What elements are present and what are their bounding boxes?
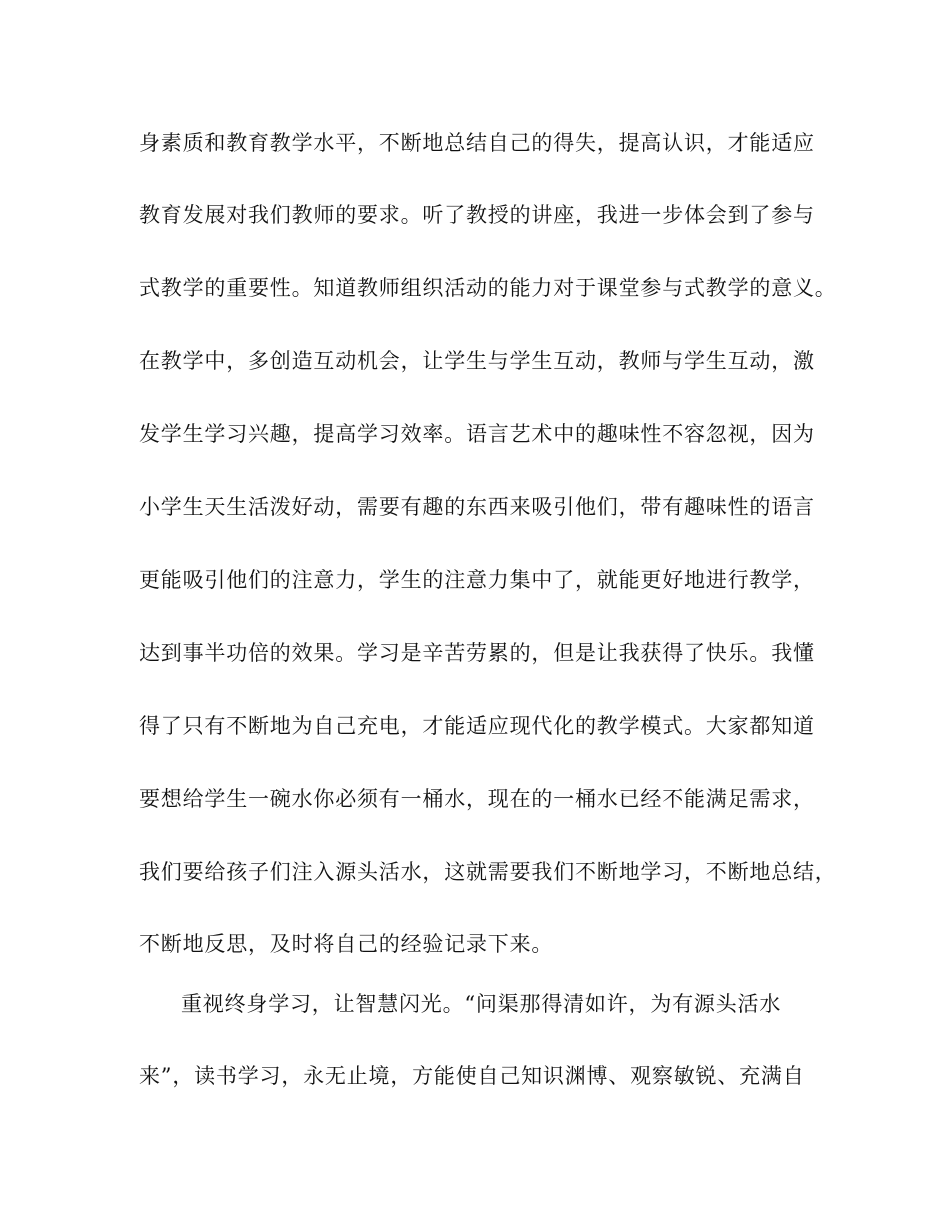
text-line: 式教学的重要性。知道教师组织活动的能力对于课堂参与式教学的意义。 [139, 276, 837, 300]
text-line: 在教学中，多创造互动机会，让学生与学生互动，教师与学生互动，激 [139, 349, 815, 373]
text-line: 达到事半功倍的效果。学习是辛苦劳累的，但是让我获得了快乐。我懂 [139, 641, 815, 665]
text-line: 教育发展对我们教师的要求。听了教授的讲座，我进一步体会到了参与 [139, 203, 815, 227]
text-line: 不断地反思，及时将自己的经验记录下来。 [139, 932, 554, 956]
text-line: 来”，读书学习，永无止境，方能使自己知识渊博、观察敏锐、充满自 [139, 1064, 805, 1088]
text-line: 得了只有不断地为自己充电，才能适应现代化的教学模式。大家都知道 [139, 714, 815, 738]
paragraph-first-line: 重视终身学习，让智慧闪光。“问渠那得清如许，为有源头活水 [181, 992, 782, 1016]
text-line: 小学生天生活泼好动，需要有趣的东西来吸引他们，带有趣味性的语言 [139, 495, 815, 519]
text-line: 身素质和教育教学水平，不断地总结自己的得失，提高认识，才能适应 [139, 131, 815, 155]
text-line: 发学生学习兴趣，提高学习效率。语言艺术中的趣味性不容忽视，因为 [139, 422, 815, 446]
text-line: 更能吸引他们的注意力，学生的注意力集中了，就能更好地进行教学， [139, 568, 815, 592]
text-line: 要想给学生一碗水你必须有一桶水，现在的一桶水已经不能满足需求， [139, 787, 815, 811]
text-line: 我们要给孩子们注入源头活水，这就需要我们不断地学习，不断地总结， [139, 860, 837, 884]
